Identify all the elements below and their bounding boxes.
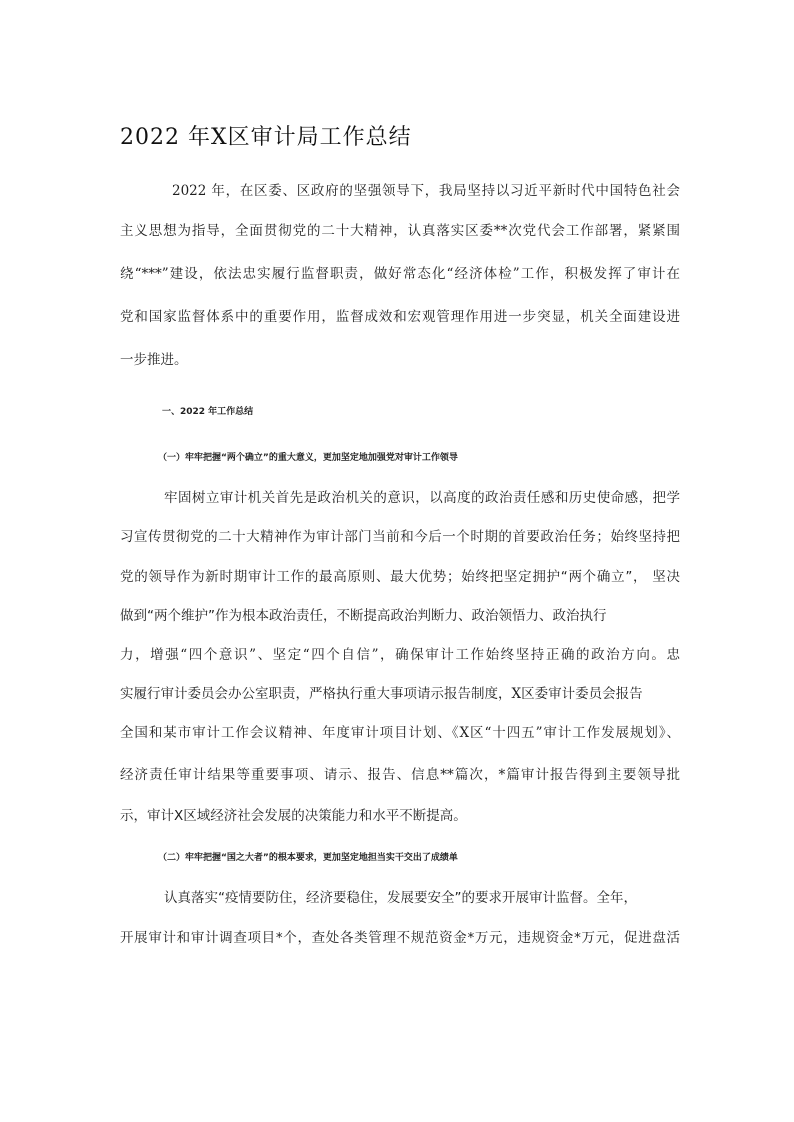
section-heading: 一、2022 年工作总结 xyxy=(162,407,254,417)
body-line: 全国和某市审计工作会议精神、年度审计项目计划、《X区“十四五”审计工作发展规划》、 xyxy=(120,725,680,741)
intro-line: 主义思想为指导，全面贯彻党的二十大精神，认真落实区委**次党代会工作部署，紧紧围 xyxy=(120,223,680,239)
body-line: 力，增强“四个意识”、坚定“四个自信”，确保审计工作始终坚持正确的政治方向。忠 xyxy=(120,647,680,663)
body-line: 习宣传贯彻党的二十大精神作为审计部门当前和今后一个时期的首要政治任务；始终坚持把 xyxy=(120,529,680,545)
document-title: 2022 年X区审计局工作总结 xyxy=(120,125,412,150)
intro-line: 一步推进。 xyxy=(120,352,188,368)
subsection-heading: （一）牢牢把握“两个确立”的重大意义，更加坚定地加强党对审计工作领导 xyxy=(158,453,458,463)
body-line: 示，审计X区域经济社会发展的决策能力和水平不断提高。 xyxy=(120,808,467,824)
body-line: 做到“两个维护”作为根本政治责任，不断提高政治判断力、政治领悟力、政治执行 xyxy=(120,608,607,624)
subsection-heading: （二）牢牢把握“国之大者”的根本要求，更加坚定地担当实干交出了成绩单 xyxy=(158,853,458,863)
intro-line: 绕“***”建设，依法忠实履行监督职责，做好常态化“经济体检”工作，积极发挥了审计在 xyxy=(120,266,680,282)
body-line: 认真落实“疫情要防住，经济要稳住，发展要安全”的要求开展审计监督。全年， xyxy=(164,890,637,906)
intro-line: 党和国家监督体系中的重要作用，监督成效和宏观管理作用进一步突显，机关全面建设进 xyxy=(120,309,680,325)
body-line: 牢固树立审计机关首先是政治机关的意识，以高度的政治责任感和历史使命感，把学 xyxy=(164,490,680,506)
intro-line: 2022 年，在区委、区政府的坚强领导下，我局坚持以习近平新时代中国特色社会 xyxy=(172,183,680,199)
body-line: 实履行审计委员会办公室职责，严格执行重大事项请示报告制度，X区委审计委员会报告 xyxy=(120,686,643,702)
body-line: 党的领导作为新时期审计工作的最高原则、最大优势；始终把坚定拥护“两个确立”， 坚决 xyxy=(120,569,680,585)
body-line: 开展审计和审计调查项目*个，查处各类管理不规范资金*万元，违规资金*万元，促进盘活 xyxy=(120,930,680,946)
body-line: 经济责任审计结果等重要事项、请示、报告、信息**篇次，*篇审计报告得到主要领导批 xyxy=(120,767,680,783)
